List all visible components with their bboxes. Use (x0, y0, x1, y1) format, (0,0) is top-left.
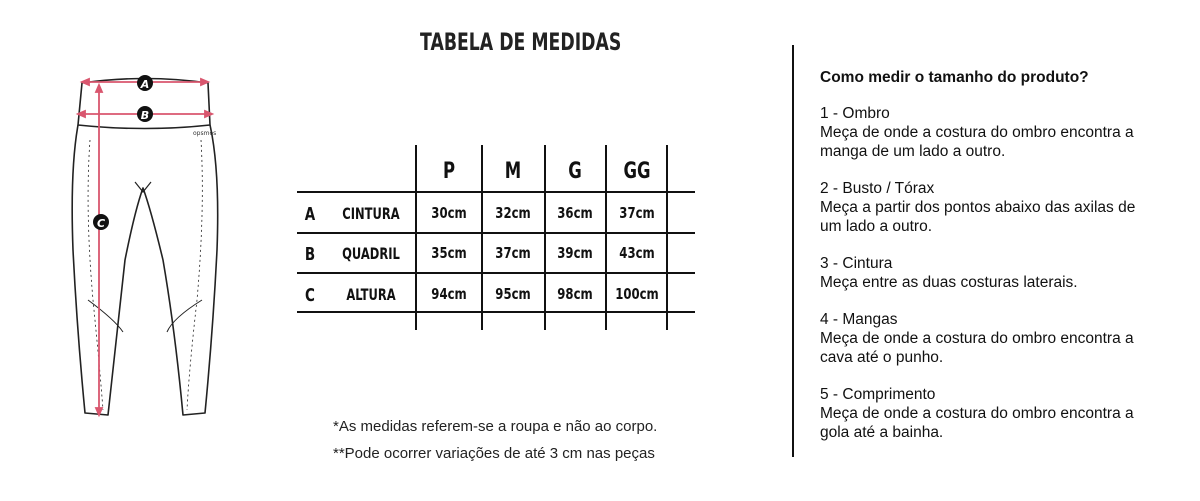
row-letter: A (304, 203, 316, 225)
table-cell: 95cm (495, 286, 531, 304)
svg-text:B: B (140, 109, 150, 122)
table-cell: 39cm (557, 245, 593, 263)
step-mangas (820, 310, 1180, 367)
step-comprimento (820, 385, 1180, 442)
how-to-title: Como medir o tamanho do produto? (820, 69, 1089, 86)
row-label: ALTURA (346, 286, 396, 305)
page-title: TABELA DE MEDIDAS (420, 28, 622, 56)
step-line: Meça de onde a costura do ombro encontra a (820, 405, 1134, 422)
svg-text:C: C (96, 217, 106, 230)
step-line: Meça de onde a costura do ombro encontra a (820, 124, 1134, 141)
table-cell: 98cm (557, 286, 593, 304)
step-line: gola até a bainha. (820, 424, 944, 441)
marker-b-icon (137, 106, 153, 122)
step-heading: 1 - Ombro (820, 105, 890, 122)
table-cell: 36cm (557, 205, 593, 223)
row-label: QUADRIL (342, 245, 400, 264)
table-cell: 94cm (431, 286, 467, 304)
step-ombro (820, 104, 1180, 161)
step-line: cava até o punho. (820, 349, 944, 366)
table-cell: 100cm (615, 286, 659, 304)
row-letter: B (304, 243, 316, 265)
step-heading: 2 - Busto / Tórax (820, 180, 935, 197)
step-busto (820, 179, 1180, 236)
note-variation: **Pode ocorrer variações de até 3 cm nas peças (333, 445, 655, 462)
step-cintura (820, 254, 1180, 292)
table-cell: 32cm (495, 205, 531, 223)
step-heading: 4 - Mangas (820, 311, 898, 328)
size-table (297, 140, 697, 335)
step-heading: 3 - Cintura (820, 255, 893, 272)
note-measurements: *As medidas referem-se a roupa e não ao corpo. (333, 418, 658, 435)
brand-tag: opsmos (193, 130, 217, 137)
table-cell: 35cm (431, 245, 467, 263)
size-header-g: G (568, 157, 582, 184)
step-line: Meça de onde a costura do ombro encontra a (820, 330, 1134, 347)
leggings-outline (72, 125, 218, 415)
step-line: Meça a partir dos pontos abaixo das axilas de (820, 199, 1136, 216)
table-cell: 30cm (431, 205, 467, 223)
step-line: um lado a outro. (820, 218, 933, 235)
how-to-measure-panel (820, 68, 1180, 460)
step-heading: 5 - Comprimento (820, 386, 936, 403)
row-letter: C (305, 284, 315, 306)
step-line: Meça entre as duas costuras laterais. (820, 274, 1078, 291)
table-cell: 43cm (619, 245, 655, 263)
marker-c-icon (93, 214, 109, 230)
svg-text:A: A (140, 78, 150, 91)
size-header-p: P (442, 157, 456, 184)
row-label: CINTURA (342, 205, 400, 224)
marker-a-icon (137, 75, 153, 91)
vertical-divider (792, 45, 794, 457)
table-cell: 37cm (619, 205, 655, 223)
size-header-gg: GG (623, 157, 651, 184)
size-header-m: M (504, 157, 522, 184)
step-line: manga de um lado a outro. (820, 143, 1006, 160)
table-cell: 37cm (495, 245, 531, 263)
leggings-illustration (55, 70, 235, 430)
